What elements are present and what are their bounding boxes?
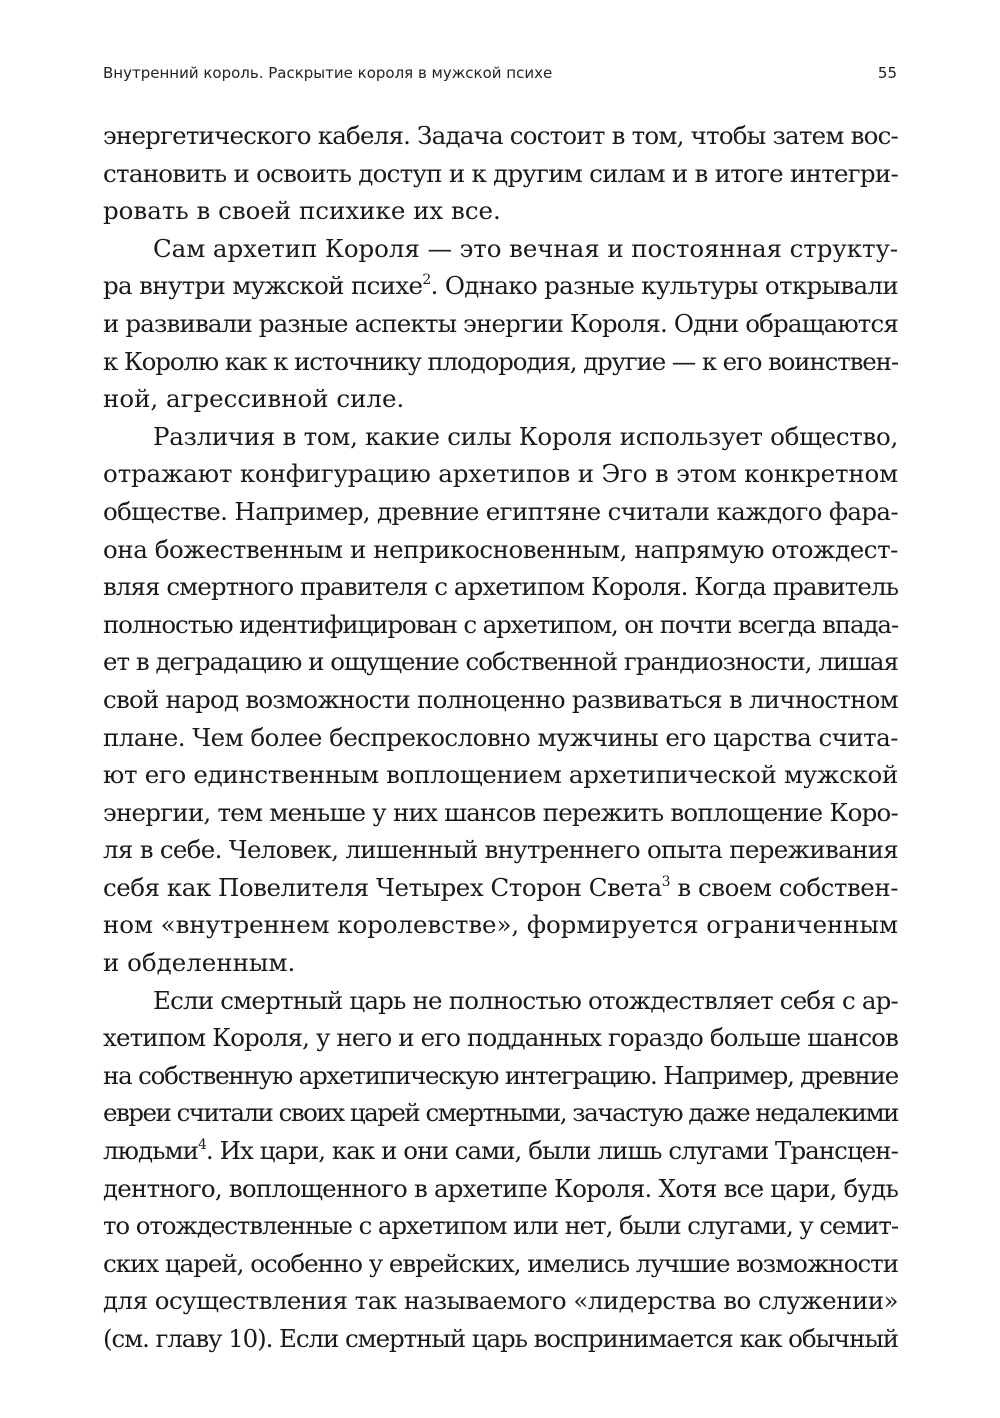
running-title: Внутренний король. Раскрытие короля в мужской психе (103, 64, 553, 82)
text-line: к Королю как к источнику плодородия, другие — к его воинствен- (103, 346, 898, 376)
footnote-marker[interactable]: 3 (661, 873, 671, 890)
footnote-marker[interactable]: 2 (422, 272, 431, 289)
text-line: становить и освоить доступ и к другим силам и в итоге интегри- (103, 158, 899, 188)
text-line: энергетического кабеля. Задача состоит в том, чтобы затем вос- (103, 121, 899, 150)
page-number: 55 (877, 64, 897, 82)
text-line: ля в себе. Человек, лишенный внутреннего опыта переживания (103, 835, 898, 865)
text-line: ских царей, особенно у еврейских, имелись лучшие возможности (103, 1248, 899, 1278)
footnote-marker[interactable]: 4 (197, 1137, 206, 1154)
text-line: Если смертный царь не полностью отождествляет себя с ар- (153, 985, 898, 1015)
text-line: Различия в том, какие силы Короля использует общество, (153, 421, 898, 451)
text-line: ровать в своей психике их все. (103, 196, 501, 226)
text-line: дентного, воплощенного в архетипе Короля. Хотя все цари, будь (103, 1173, 899, 1203)
text-line: ном «внутреннем королевстве», формируется ограниченным (103, 910, 898, 940)
text-line: то отождествленные с архетипом или нет, были слугами, у семит- (103, 1211, 898, 1241)
text-line: Сам архетип Короля — это вечная и постоянная структу- (153, 233, 898, 263)
text-line: ной, агрессивной силе. (103, 384, 405, 414)
body-text (103, 117, 898, 1358)
text-line: ет в деградацию и ощущение собственной грандиозности, лишая (103, 647, 899, 677)
text-line: полностью идентифицирован с архетипом, он почти всегда впада- (103, 609, 899, 639)
text-line: отражают конфигурацию архетипов и Эго в этом конкретном (103, 459, 899, 489)
text-line: себя как Повелителя Четырех Сторон Света$^3$ в своем собствен- (103, 872, 898, 902)
text-line: ра внутри мужской психе$^2$. Однако разные культуры открывали (103, 271, 899, 301)
text-line: обществе. Например, древние египтяне считали каждого фара- (103, 496, 898, 526)
text-line: она божественным и неприкосновенным, напрямую отождест- (103, 534, 899, 564)
text-line: (см. главу 10). Если смертный царь воспринимается как обычный (103, 1324, 899, 1353)
text-line: ют его единственным воплощением архетипической мужской (103, 760, 899, 790)
text-line: евреи считали своих царей смертными, зачастую даже недалекими (103, 1098, 898, 1128)
running-header (103, 64, 897, 88)
text-line: вляя смертного правителя с архетипом Короля. Когда правитель (103, 572, 898, 602)
text-line: энергии, тем меньше у них шансов пережить воплощение Коро- (103, 797, 898, 827)
text-line: плане. Чем более беспрекословно мужчины его царства счита- (103, 722, 898, 752)
text-line: на собственную архетипическую интеграцию. Например, древние (103, 1060, 899, 1090)
text-line: свой народ возможности полноценно развиваться в личностном (103, 684, 898, 714)
text-line: людьми$^4$. Их цари, как и они сами, были лишь слугами Трансцен- (103, 1136, 898, 1166)
text-line: и обделенным. (103, 948, 296, 978)
text-line: и развивали разные аспекты энергии Короля. Одни обращаются (103, 308, 898, 338)
text-line: для осуществления так называемого «лидерства во служении» (103, 1286, 899, 1316)
text-line: хетипом Короля, у него и его подданных гораздо больше шансов (103, 1023, 898, 1053)
